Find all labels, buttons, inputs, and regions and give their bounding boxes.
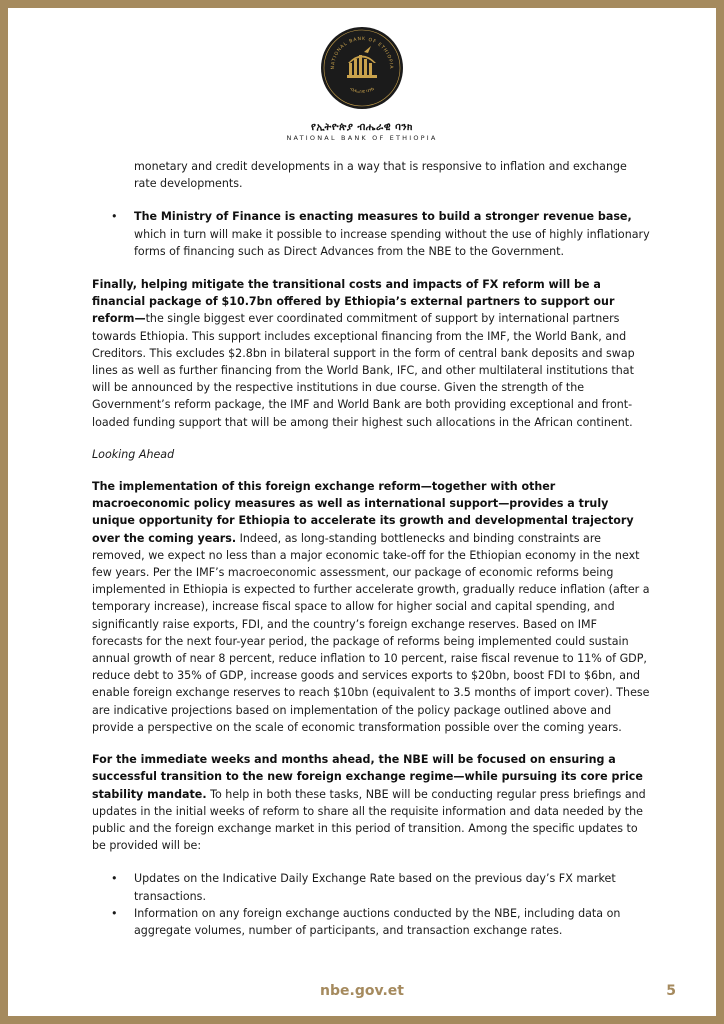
logo-ring-text-bottom: ብሔራዊ ባንክ — [348, 86, 376, 95]
bullet-icon: • — [111, 210, 118, 224]
paragraph-implementation-bold: The implementation of this foreign exchange reform—together with other macroeconomic policy measures as well as international support—provides a truly unique opportunity for Ethiopia to accelerate its growth and developmental trajectory over the coming years. — [92, 480, 634, 545]
paragraph-financial-package — [92, 276, 650, 431]
paragraph-immediate-weeks — [92, 751, 650, 854]
bank-name-amharic: የኢትዮጵያ ብሔራዊ ባንክ — [311, 122, 413, 133]
paragraph-immediate-weeks-bold: For the immediate weeks and months ahead, the NBE will be focused on ensuring a successful transition to the new foreign exchange regime—while pursuing its core price stability mandate. — [92, 753, 643, 801]
nbe-seal-logo — [320, 26, 404, 110]
letterhead — [8, 26, 716, 142]
bullet-icon: • — [111, 906, 118, 920]
bullet-icon: • — [111, 872, 118, 886]
continuation-text: monetary and credit developments in a way that is responsive to inflation and exchange rate developments. — [134, 160, 627, 191]
paragraph-financial-package-text: the single biggest ever coordinated commitment of support by international partners towards Ethiopia. This support includes exceptional financing from the IMF, the World Bank, and Creditors. This excludes $2.8bn in bilateral support in the form of central bank deposits and swap lines as well as further financing from the World Bank, IFC, and other multilateral institutions that will be announced by the respective institutions in due course. Given the strength of the Government’s reform package, the IMF and World Bank are both providing exceptional and front-loaded funding support that will be among their highest such allocations in the African continent. — [92, 312, 635, 429]
website-link[interactable]: nbe.gov.et — [320, 983, 404, 999]
bullet-list-reforms — [92, 208, 650, 260]
paragraph-implementation — [92, 478, 650, 736]
paragraph-implementation-text: Indeed, as long-standing bottlenecks and binding constraints are removed, we expect no less than a major economic take-off for the Ethiopian economy in the next few years. Per the IMF’s macroeconomic assessment, our package of economic reforms being implemented in Ethiopia is expected to further accelerate growth, gradually reduce inflation (after a temporary increase), increase fiscal space to allow for higher social and capital spending, and significantly raise exports, FDI, and the country’s foreign exchange reserves. Based on IMF forecasts for the next four-year period, the package of reforms being implemented could sustain annual growth of near 8 percent, reduce inflation to 10 percent, raise fiscal revenue to 11% of GDP, reduce debt to 35% of GDP, increase goods and services exports to $20bn, boost FDI to $6bn, and enable foreign exchange reserves to reach $10bn (equivalent to 3.5 months of import cover). These are indicative projections based on implementation of the policy package outlined above and provide a perspective on the scale of economic transformation possible over the coming years. — [92, 531, 650, 734]
document-body — [92, 158, 650, 939]
bullet-update-exchange-rate: Updates on the Indicative Daily Exchange Rate based on the previous day’s FX market transactions. — [134, 872, 616, 903]
section-heading-looking-ahead: Looking Ahead — [92, 447, 175, 461]
list-item — [92, 870, 650, 904]
bank-name-english: NATIONAL BANK OF ETHIOPIA — [286, 134, 438, 142]
list-item — [92, 208, 650, 260]
list-item — [92, 905, 650, 939]
bullet-mof-text: which in turn will make it possible to increase spending without the use of highly inflationary forms of financing such as Direct Advances from the NBE to the Government. — [134, 227, 650, 258]
paragraph-immediate-weeks-text: To help in both these tasks, NBE will be conducting regular press briefings and updates in the initial weeks of reform to share all the requisite information and data needed by the public and the foreign exchange market in this period of transition. Among the specific updates to be provided will be: — [92, 787, 646, 853]
bullet-update-auctions: Information on any foreign exchange auctions conducted by the NBE, including data on aggregate volumes, number of participants, and transaction exchange rates. — [134, 906, 621, 937]
logo-ring-text-top: NATIONAL BANK OF ETHIOPIA — [330, 36, 394, 70]
bullet-list-updates — [92, 870, 650, 939]
page-number: 5 — [666, 983, 676, 999]
bullet-mof-bold: The Ministry of Finance is enacting measures to build a stronger revenue base, — [134, 210, 632, 224]
paragraph-financial-package-bold: Finally, helping mitigate the transitional costs and impacts of FX reform will be a financial package of $10.7bn offered by Ethiopia’s external partners to support our reform— — [92, 278, 615, 326]
